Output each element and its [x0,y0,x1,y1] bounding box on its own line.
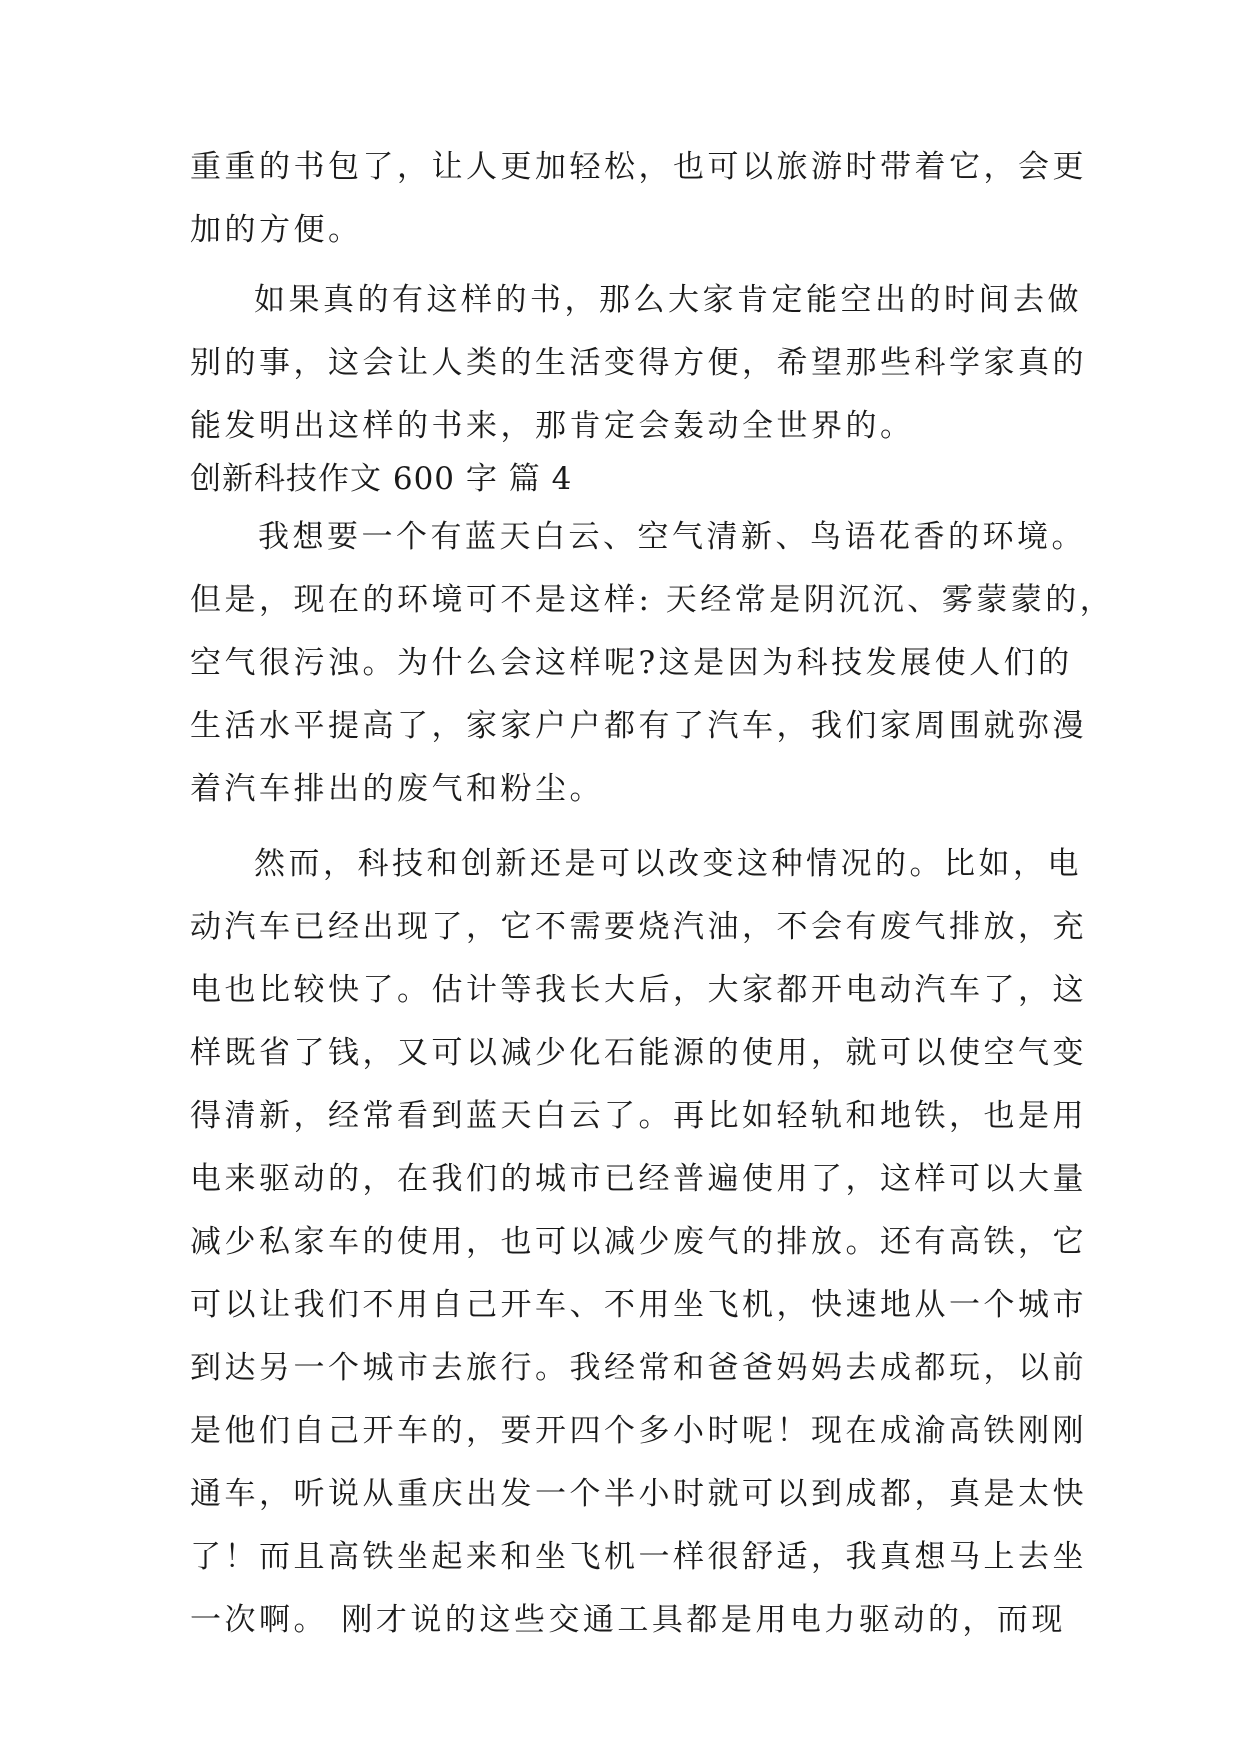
paragraph-first-line: 然而，科技和创新还是可以改变这种情况的。比如，电 [254,846,1082,882]
text-line: 可以让我们不用自己开车、不用坐飞机，快速地从一个城市 [190,1287,1087,1323]
text-line: 能发明出这样的书来，那肯定会轰动全世界的。 [190,408,915,444]
text-line: 着汽车排出的废气和粉尘。 [190,771,604,807]
text-line: 通车，听说从重庆出发一个半小时就可以到成都，真是太快 [190,1476,1087,1512]
text-line: 电来驱动的，在我们的城市已经普遍使用了，这样可以大量 [190,1161,1087,1197]
text-line: 一次啊。 刚才说的这些交通工具都是用电力驱动的，而现 [190,1602,1066,1638]
text-line: 但是，现在的环境可不是这样: 天经常是阴沉沉、雾蒙蒙的， [190,582,1115,618]
text-line: 空气很污浊。为什么会这样呢?这是因为科技发展使人们的 [190,645,1073,681]
text-line: 重重的书包了，让人更加轻松，也可以旅游时带着它，会更 [190,149,1087,185]
text-line: 生活水平提高了，家家户户都有了汽车，我们家周围就弥漫 [190,708,1087,744]
text-line: 了！而且高铁坐起来和坐飞机一样很舒适，我真想马上去坐 [190,1539,1087,1575]
paragraph-first-line: 如果真的有这样的书，那么大家肯定能空出的时间去做 [254,282,1082,318]
text-line: 样既省了钱，又可以减少化石能源的使用，就可以使空气变 [190,1035,1087,1071]
text-line: 到达另一个城市去旅行。我经常和爸爸妈妈去成都玩，以前 [190,1350,1087,1386]
paragraph-first-line: 我想要一个有蓝天白云、空气清新、鸟语花香的环境。 [258,519,1086,555]
text-line: 动汽车已经出现了，它不需要烧汽油，不会有废气排放，充 [190,909,1087,945]
text-line: 是他们自己开车的，要开四个多小时呢！现在成渝高铁刚刚 [190,1413,1087,1449]
text-line: 别的事，这会让人类的生活变得方便，希望那些科学家真的 [190,345,1087,381]
text-line: 减少私家车的使用，也可以减少废气的排放。还有高铁，它 [190,1224,1087,1260]
text-line: 加的方便。 [190,212,363,248]
text-line: 得清新，经常看到蓝天白云了。再比如轻轨和地铁，也是用 [190,1098,1087,1134]
section-heading: 创新科技作文 600 字 篇 4 [190,461,573,497]
text-line: 电也比较快了。估计等我长大后，大家都开电动汽车了，这 [190,972,1087,1008]
